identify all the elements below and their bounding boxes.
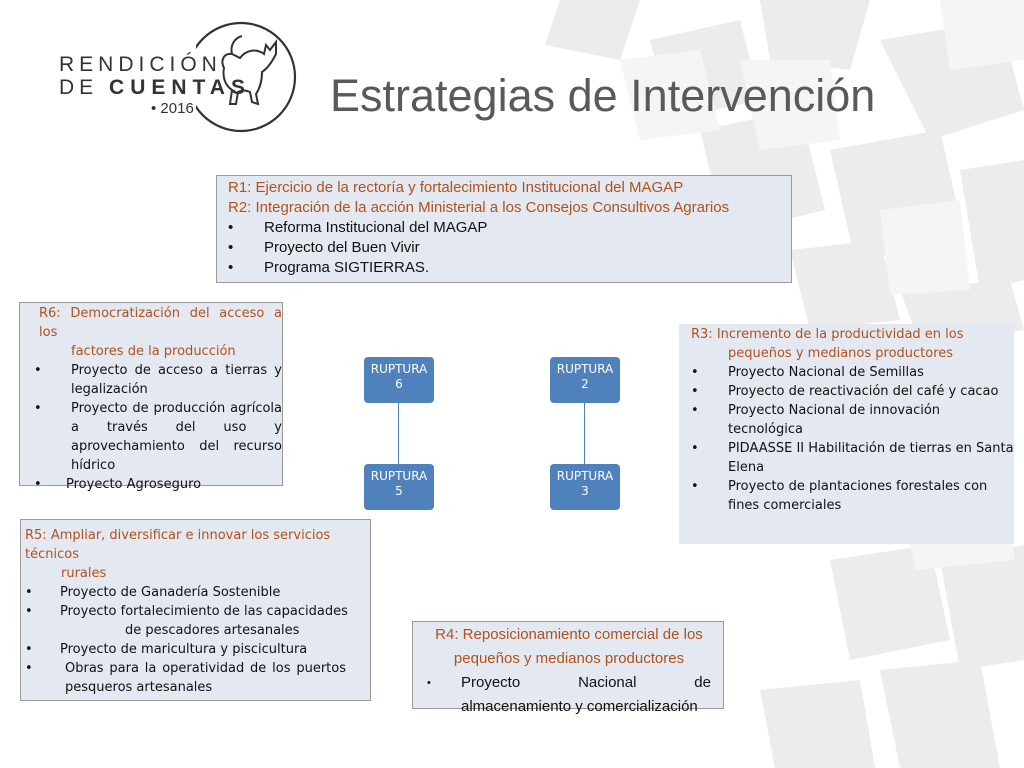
strategy-box-r4	[412, 621, 724, 715]
page-title: Estrategias de Intervención	[330, 70, 876, 121]
list-item: • Proyecto fortalecimiento de las capacidades de pescadores artesanales	[25, 604, 348, 638]
logo-rendicion-cuentas	[56, 20, 306, 135]
ruptura-2-node: RUPTURA 2	[550, 357, 620, 403]
ruptura-5-node: RUPTURA 5	[364, 464, 434, 510]
list-item: • Proyecto de reactivación del café y cacao	[691, 384, 999, 399]
strategy-box-r1-r2	[216, 175, 792, 283]
list-item: • Proyecto Agroseguro	[34, 477, 202, 492]
list-item: • Proyecto Nacional de Semillas	[691, 365, 924, 380]
list-item: • Proyecto de plantaciones forestales con fines comerciales	[691, 479, 988, 513]
list-item: • Proyecto de acceso a tierras y legalización	[34, 363, 282, 397]
heading-r2: R2: Integración de la acción Ministerial a los Consejos Consultivos Agrarios	[228, 199, 730, 216]
heading-r3: R3: Incremento de la productividad en los pequeños y medianos productores	[691, 327, 964, 361]
project-list	[34, 361, 282, 494]
list-item: • Proyecto de maricultura y piscicultura	[25, 642, 308, 657]
project-list	[228, 218, 791, 278]
strategy-box-r6	[19, 302, 283, 492]
logo-line2: DE CUENTAS	[59, 76, 251, 99]
connector-line-2-3	[584, 403, 585, 465]
list-item: • PIDAASSE II Habilitación de tierras en Santa Elena	[691, 441, 1014, 475]
project-list	[691, 363, 1014, 515]
heading-r1: R1: Ejercicio de la rectoría y fortalecimiento Institucional del MAGAP	[228, 179, 684, 196]
list-item: • Proyecto Nacional de innovación tecnológica	[691, 403, 941, 437]
logo-line1: RENDICIÓN	[59, 53, 222, 76]
connector-line-6-5	[398, 403, 399, 465]
strategy-box-r5	[20, 519, 371, 701]
list-item: • Obras para la operatividad de los puertos pesqueros artesanales	[25, 661, 346, 695]
ruptura-6-node: RUPTURA 6	[364, 357, 434, 403]
ruptura-3-node: RUPTURA 3	[550, 464, 620, 510]
project-list	[25, 583, 370, 697]
heading-r6: R6: Democratización del acceso a los factores de la producción	[39, 306, 282, 359]
list-item: • Proyecto de Ganadería Sostenible	[25, 585, 281, 600]
list-item: • Proyecto Nacional de almacenamiento y comercialización	[427, 674, 711, 715]
bull-emblem-icon	[196, 20, 306, 135]
logo-year: • 2016	[151, 100, 194, 117]
project-list	[427, 671, 711, 719]
list-item: • Proyecto del Buen Vivir	[228, 239, 420, 256]
heading-r5: R5: Ampliar, diversificar e innovar los servicios técnicos rurales	[25, 528, 331, 581]
list-item: • Programa SIGTIERRAS.	[228, 259, 430, 276]
heading-r4: R4: Reposicionamiento comercial de los pequeños y medianos productores	[435, 626, 703, 667]
strategy-box-r3	[679, 324, 1014, 544]
list-item: • Reforma Institucional del MAGAP	[228, 219, 488, 236]
list-item: • Proyecto de producción agrícola a través del uso y aprovechamiento del recurso hídrico	[34, 401, 282, 473]
